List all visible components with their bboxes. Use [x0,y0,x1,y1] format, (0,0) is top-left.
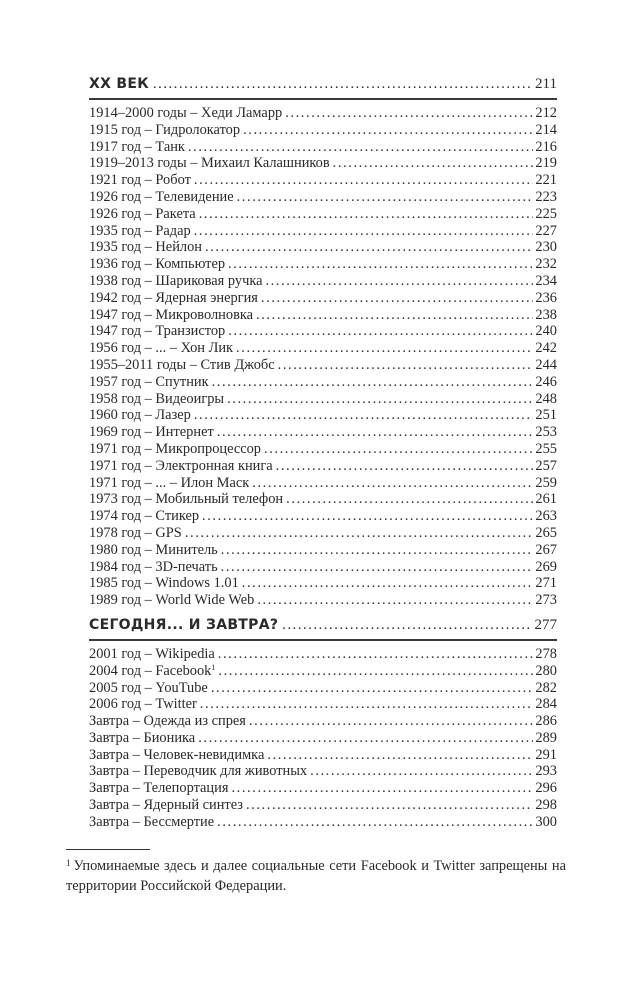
toc-entry-text: 1926 год – Телевидение [89,188,234,205]
toc-entry-page-number: 284 [535,696,557,713]
toc-entry-page-number: 227 [535,222,557,239]
toc-entry-title [89,391,227,408]
toc-entry[interactable] [89,424,557,441]
toc-entry[interactable] [89,307,557,324]
dot-leader [231,780,533,797]
toc-entry[interactable] [89,105,557,122]
toc-entry-text: 1938 год – Шариковая ручка [89,272,263,289]
toc-entry-page-number: 225 [535,205,557,222]
toc-entry-page-number: 230 [535,239,557,256]
toc-entry-title [89,155,333,172]
toc-entry-page-number: 221 [535,172,557,189]
toc-entry-text: 1917 год – Танк [89,138,185,155]
toc-entry-page-number: 236 [535,289,557,306]
toc-entry-title [89,542,221,559]
toc-entry-title [89,696,200,713]
toc-entry[interactable] [89,155,557,172]
toc-entry-title [89,357,278,374]
toc-entry-text: 1956 год – ... – Хон Лик [89,340,234,357]
toc-entry-title [89,763,310,780]
toc-entry-text: 1971 год – ... – Илон Маск [89,474,250,491]
dot-leader [202,508,533,525]
toc-entry-page-number: 273 [535,592,557,609]
toc-entry-page-number: 257 [535,457,557,474]
toc-entry-text: 1969 год – Интернет [89,424,214,441]
toc-entry-page-number: 223 [535,188,557,205]
footnote-divider [66,849,150,850]
toc-entry-page-number: 232 [535,256,557,273]
dot-leader [310,763,533,780]
toc-entry[interactable] [89,491,557,508]
dot-leader [257,592,533,609]
dot-leader [211,680,534,697]
toc-entry-text: 1957 год – Спутник [89,373,209,390]
toc-entry-text: Завтра – Телепортация [89,780,229,797]
toc-entry-text: 1980 год – Минитель [89,541,218,558]
toc-entry[interactable] [89,273,557,290]
toc-entry-text: 1919–2013 годы – Михаил Калашников [89,155,330,172]
toc-entry-title [89,525,185,542]
toc-entry-title [89,407,194,424]
toc-entry-title [89,491,286,508]
toc-entry[interactable] [89,814,557,831]
toc-entry-page-number: 300 [535,813,557,830]
toc-entry-title [89,747,267,764]
toc-entry[interactable] [89,646,557,663]
dot-leader [228,256,533,273]
dot-leader [264,441,533,458]
toc-entry-text: 2006 год – Twitter [89,696,197,713]
dot-leader [286,491,533,508]
toc-entry-title [89,189,237,206]
toc-entry-text: 1985 год – Windows 1.01 [89,575,239,592]
toc-entry[interactable] [89,713,557,730]
toc-entry-text: 1955–2011 годы – Стив Джобс [89,356,275,373]
toc-entry-text: 1989 год – World Wide Web [89,592,255,609]
toc-entry[interactable] [89,357,557,374]
dot-leader [228,323,533,340]
toc-entry-text: 1978 год – GPS [89,524,182,541]
toc-entry-title [89,441,264,458]
toc-entry-text: Завтра – Одежда из спрея [89,713,246,730]
toc-entry-title [89,105,285,122]
toc-entry-text: 1947 год – Микроволновка [89,306,254,323]
dot-leader [188,139,533,156]
toc-entry-title [89,239,205,256]
toc-entry-title [89,797,246,814]
toc-entry[interactable] [89,475,557,492]
section-page-number: 211 [535,76,557,92]
dot-leader [217,814,533,831]
toc-entry-text: 1921 год – Робот [89,172,191,189]
toc-entry[interactable] [89,780,557,797]
toc-entry-title [89,122,243,139]
toc-entry[interactable] [89,458,557,475]
toc-entry-page-number: 293 [535,763,557,780]
toc-entry-page-number: 238 [535,306,557,323]
toc-entry[interactable] [89,575,557,592]
toc-entry[interactable] [89,763,557,780]
toc-entry[interactable] [89,441,557,458]
dot-leader [194,223,534,240]
toc-entry[interactable] [89,239,557,256]
dot-leader [199,206,534,223]
toc-entry-page-number: 282 [535,679,557,696]
toc-entry-title [89,323,228,340]
toc-entry-text: 1947 год – Транзистор [89,323,226,340]
toc-entry-title [89,814,217,831]
dot-leader [285,105,533,122]
dot-leader [200,696,534,713]
dot-leader [221,559,534,576]
toc-entry-page-number: 219 [535,155,557,172]
toc-entry-text: 1973 год – Мобильный телефон [89,491,284,508]
toc-entry-page-number: 234 [535,272,557,289]
toc-entry-text: 1936 год – Компьютер [89,256,226,273]
toc-entry[interactable] [89,139,557,156]
dot-leader [267,747,533,764]
toc-entry[interactable] [89,391,557,408]
dot-leader [227,391,533,408]
toc-entry[interactable] [89,340,557,357]
toc-entry-text: 1984 год – 3D-печать [89,558,218,575]
dot-leader [212,374,534,391]
dot-leader [256,307,533,324]
toc-entry-page-number: 298 [535,797,557,814]
dot-leader [242,575,534,592]
toc-entry-text: 1971 год – Микропроцессор [89,440,261,457]
toc-entry-title [89,307,256,324]
dot-leader [243,122,533,139]
toc-entry[interactable] [89,256,557,273]
toc-entry[interactable] [89,730,557,747]
footnote-reference: 1 [211,662,216,672]
section-title: СЕГОДНЯ... И ЗАВТРА? [89,616,279,633]
dot-leader [236,340,533,357]
section-page-number: 277 [534,616,557,633]
dot-leader [276,458,534,475]
toc-entry-title [89,424,217,441]
dot-leader [205,239,533,256]
section-divider [89,639,557,641]
toc-entry-title [89,646,218,663]
toc-entry-title [89,374,212,391]
toc-entry[interactable] [89,696,557,713]
dot-leader [278,357,534,374]
toc-entry-text: 1958 год – Видеоигры [89,390,225,407]
toc-entry-text: 1974 год – Стикер [89,508,200,525]
toc-entry-page-number: 291 [535,746,557,763]
toc-entry-page-number: 240 [535,323,557,340]
toc-entry[interactable] [89,559,557,576]
dot-leader [333,155,534,172]
toc-entry-page-number: 267 [535,541,557,558]
toc-entry-text: 1915 год – Гидролокатор [89,121,241,138]
dot-leader [217,424,534,441]
toc-entry-page-number: 289 [535,729,557,746]
toc-entry-title [89,223,194,240]
toc-entry-title [89,340,236,357]
toc-entry-page-number: 263 [535,508,557,525]
toc-entry-page-number: 251 [535,407,557,424]
dot-leader [218,646,534,663]
toc-entry-page-number: 248 [535,390,557,407]
toc-entry[interactable] [89,206,557,223]
toc-entry-page-number: 265 [535,524,557,541]
table-of-contents [89,74,557,831]
dot-leader [237,189,534,206]
toc-entry-title [89,458,276,475]
toc-entry[interactable] [89,290,557,307]
dot-leader [246,797,533,814]
toc-entry-text: 2004 год – Facebook [89,662,212,679]
toc-entry-page-number: 278 [535,645,557,662]
toc-entry-title [89,559,221,576]
dot-leader [194,172,534,189]
dot-leader [221,542,534,559]
footnote [66,856,566,896]
toc-entry-title [89,730,198,747]
dot-leader [194,407,534,424]
toc-entry-page-number: 269 [535,558,557,575]
toc-entry[interactable] [89,122,557,139]
toc-entry-text: 1971 год – Электронная книга [89,457,273,474]
toc-entry-title [89,139,188,156]
toc-entry-page-number: 214 [535,121,557,138]
toc-entry-page-number: 286 [535,713,557,730]
toc-entry-title [89,663,218,680]
toc-entry-page-number: 255 [535,440,557,457]
toc-entry-text: 1935 год – Радар [89,222,191,239]
toc-entry-title [89,290,261,307]
toc-entry-title [89,508,202,525]
toc-entry-page-number: 242 [535,340,557,357]
toc-entry-text: 1914–2000 годы – Хеди Ламарр [89,105,283,121]
toc-entry-page-number: 216 [535,138,557,155]
toc-entry-page-number: 244 [535,356,557,373]
toc-entry-text: 1926 год – Ракета [89,205,196,222]
toc-entry[interactable] [89,508,557,525]
toc-entry-title [89,680,211,697]
toc-entry-page-number: 280 [535,662,557,679]
dot-leader [261,290,533,307]
toc-entry-page-number: 259 [535,474,557,491]
toc-entry-text: Завтра – Бессмертие [89,813,215,830]
toc-entry-title [89,575,242,592]
toc-entry-title [89,713,249,730]
toc-entry-page-number: 271 [535,575,557,592]
toc-entry[interactable] [89,680,557,697]
toc-entry-text: 1935 год – Нейлон [89,239,202,256]
toc-entry[interactable] [89,407,557,424]
toc-entry-text: 1942 год – Ядерная энергия [89,289,258,306]
toc-entry-text: Завтра – Ядерный синтез [89,797,243,814]
dot-leader [153,74,531,95]
toc-entry-title [89,256,228,273]
toc-entry[interactable] [89,542,557,559]
toc-entry-text: 2005 год – YouTube [89,679,208,696]
footnote-text: Упоминаемые здесь и далее социальные сети Facebook и Twitter запрещены на территории Российской Федерации. [66,858,566,894]
toc-entry-text: Завтра – Переводчик для животных [89,763,308,780]
toc-entry-page-number: 296 [535,780,557,797]
dot-leader [252,475,533,492]
dot-leader [185,525,534,542]
dot-leader [249,713,534,730]
section-title: XX ВЕК [89,76,149,92]
dot-leader [282,615,530,636]
toc-entry-text: Завтра – Человек-невидимка [89,746,265,763]
toc-entry-page-number: 246 [535,373,557,390]
toc-entry[interactable] [89,189,557,206]
section-heading[interactable] [89,74,557,95]
toc-entry[interactable] [89,374,557,391]
toc-entry[interactable] [89,797,557,814]
toc-entry-page-number: 261 [535,491,557,508]
toc-entry[interactable] [89,663,557,680]
toc-entry[interactable] [89,592,557,609]
toc-entry[interactable] [89,323,557,340]
toc-entry[interactable] [89,747,557,764]
toc-entry-page-number: 253 [535,424,557,441]
footnote-mark: 1 [66,858,71,868]
toc-entry-text: Завтра – Бионика [89,729,196,746]
toc-entry-title [89,780,231,797]
toc-entry-page-number: 212 [535,105,557,121]
toc-entry-text: 1960 год – Лазер [89,407,191,424]
dot-leader [265,273,533,290]
toc-entry[interactable] [89,223,557,240]
dot-leader [198,730,533,747]
section-divider [89,98,557,100]
section-heading[interactable] [89,615,557,636]
toc-entry-title [89,206,199,223]
toc-entry-text: 2001 год – Wikipedia [89,645,215,662]
toc-entry[interactable] [89,525,557,542]
toc-entry[interactable] [89,172,557,189]
toc-entry-title [89,475,252,492]
dot-leader [218,663,533,680]
toc-entry-title [89,273,265,290]
toc-entry-title [89,172,194,189]
toc-entry-title [89,592,257,609]
